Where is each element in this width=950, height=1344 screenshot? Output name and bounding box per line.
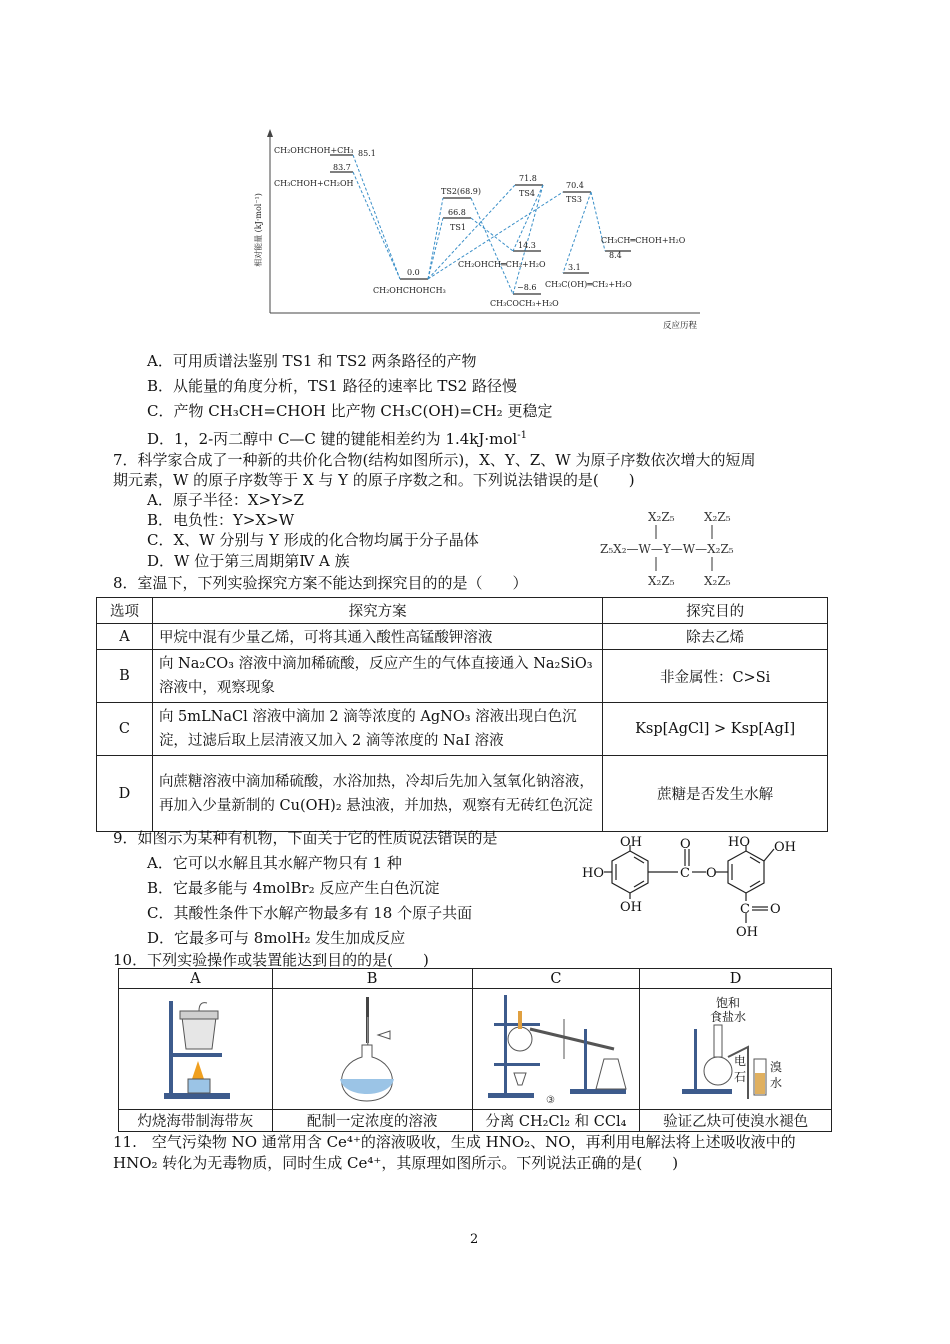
label-p1: CH₂OHCH═CH₂+H₂O xyxy=(458,260,546,269)
d-label-bromine-2: 水 xyxy=(769,1076,782,1090)
label-ts3-value: 70.4 xyxy=(566,181,584,190)
label-start-value: 0.0 xyxy=(407,268,420,277)
q8-row-option: B xyxy=(97,650,153,703)
q7-option-b: B．电负性：Y>X>W xyxy=(147,511,295,529)
q6-option-c: C．产物 CH₃CH=CHOH 比产物 CH₃C(OH)=CH₂ 更稳定 xyxy=(147,402,553,420)
label-p2: CH₃COCH₃+H₂O xyxy=(490,299,559,308)
q10-header-a: A xyxy=(119,969,273,989)
q6-option-b: B．从能量的角度分析，TS1 路径的速率比 TS2 路径慢 xyxy=(147,377,517,395)
crucible-apparatus-icon xyxy=(120,989,270,1105)
q9-option-c: C．其酸性条件下水解产物最多有 18 个原子共面 xyxy=(147,904,473,922)
q10-stem: 10．下列实验操作或装置能达到目的的是( ) xyxy=(113,951,429,969)
mol-o-ether: O xyxy=(706,866,717,881)
label-r1: CH₂OHCHOH+CH₃ xyxy=(274,146,354,155)
energy-profile-chart xyxy=(245,125,715,335)
q8-row-plan: 向 5mLNaCl 溶液中滴加 2 滴等浓度的 AgNO₃ 溶液出现白色沉淀，过滤后取上层清液又加入 2 滴等浓度的 NaI 溶液 xyxy=(152,703,602,756)
label-ts1: TS1 xyxy=(450,223,466,232)
q8-row-goal: 蔗糖是否发生水解 xyxy=(603,756,828,832)
label-p4: CH₃CH═CHOH+H₂O xyxy=(601,236,686,245)
d-label-carbide-1: 电 xyxy=(733,1054,746,1068)
q7-option-c: C．X、W 分别与 Y 形成的化合物均属于分子晶体 xyxy=(147,531,479,549)
mol-ho-top-right: HO xyxy=(728,835,750,850)
q10-caption-d: 验证乙炔可使溴水褪色 xyxy=(640,1110,832,1132)
q9-option-d: D．它最多可与 8molH₂ 发生加成反应 xyxy=(147,929,406,947)
q10-caption-a: 灼烧海带制海带灰 xyxy=(119,1110,273,1132)
d-label-brine-2: 食盐水 xyxy=(709,1010,746,1024)
label-p4-value: 8.4 xyxy=(609,251,622,260)
mol-oh-top-left: OH xyxy=(620,835,642,850)
q9-molecule-figure xyxy=(578,835,818,943)
q7-stem-line2: 期元素，W 的原子序数等于 X 与 Y 的原子序数之和。下列说法错误的是( ) xyxy=(113,471,635,489)
q11-line2: HNO₂ 转化为无毒物质，同时生成 Ce⁴⁺，其原理如图所示。下列说法正确的是( ) xyxy=(113,1154,679,1172)
q10-header-b: B xyxy=(272,969,472,989)
d-label-bromine-1: 溴 xyxy=(769,1060,782,1074)
label-p1-value: 14.3 xyxy=(518,241,536,250)
q10-image-d xyxy=(640,989,832,1110)
mol-oh-bottom-left: OH xyxy=(620,900,642,915)
q7-stem-line1: 7．科学家合成了一种新的共价化合物(结构如图所示)，X、Y、Z、W 为原子序数依次增大的短周 xyxy=(113,451,756,469)
page-number: 2 xyxy=(470,1232,479,1247)
q8-row-goal: Ksp[AgCl] > Ksp[AgI] xyxy=(603,703,828,756)
q10-table xyxy=(118,968,832,1132)
label-ts3: TS3 xyxy=(566,195,582,204)
q10-image-a xyxy=(119,989,273,1110)
label-p3: CH₃C(OH)═CH₂+H₂O xyxy=(545,280,632,289)
mol-ho-left: HO xyxy=(582,866,604,881)
q10-caption-b: 配制一定浓度的溶液 xyxy=(272,1110,472,1132)
q7-option-d: D．W 位于第三周期第Ⅳ A 族 xyxy=(147,552,350,570)
label-r2: CH₃CHOH+CH₂OH xyxy=(274,179,354,188)
q8-header-goal: 探究目的 xyxy=(603,598,828,624)
q10-header-c: C xyxy=(472,969,640,989)
struct-top-left: X₂Z₅ xyxy=(648,510,675,524)
c-circled-three: ③ xyxy=(545,1095,555,1105)
x-axis-label: 反应历程 xyxy=(663,321,698,331)
mol-c-acid: C xyxy=(740,902,750,917)
label-r1-value: 85.1 xyxy=(358,149,376,158)
q9-option-a: A．它可以水解且其水解产物只有 1 种 xyxy=(147,854,402,872)
q7-structure-figure xyxy=(598,505,773,593)
table-row xyxy=(97,756,828,832)
q8-header-option: 选项 xyxy=(97,598,153,624)
q8-row-option: A xyxy=(97,624,153,650)
q8-row-option: D xyxy=(97,756,153,832)
label-r2-value: 83.7 xyxy=(333,163,351,172)
label-ts4: TS4 xyxy=(519,189,535,198)
d-label-brine-1: 饱和 xyxy=(715,996,740,1010)
q8-row-plan: 向 Na₂CO₃ 溶液中滴加稀硫酸，反应产生的气体直接通入 Na₂SiO₃ 溶液中，观察现象 xyxy=(152,650,602,703)
q6-option-a: A．可用质谱法鉴别 TS1 和 TS2 两条路径的产物 xyxy=(147,352,477,370)
q10-image-c xyxy=(472,989,640,1110)
q8-header-plan: 探究方案 xyxy=(152,598,602,624)
q8-row-option: C xyxy=(97,703,153,756)
table-row xyxy=(97,650,828,703)
q8-stem: 8．室温下，下列实验探究方案不能达到探究目的的是（ ） xyxy=(113,574,528,592)
label-ts1-value: 66.8 xyxy=(448,208,466,217)
label-p2-value: −8.6 xyxy=(517,283,537,292)
volumetric-flask-icon xyxy=(274,989,470,1105)
q8-row-plan: 向蔗糖溶液中滴加稀硫酸，水浴加热，冷却后先加入氢氧化钠溶液，再加入少量新制的 Cu(OH)₂ 悬浊液，并加热，观察有无砖红色沉淀 xyxy=(152,756,602,832)
q9-stem: 9．如图示为某种有机物，下面关于它的性质说法错误的是 xyxy=(113,829,498,847)
mol-oh-acid: OH xyxy=(736,925,758,940)
q6-option-d xyxy=(147,426,527,449)
label-start: CH₂OHCHOHCH₃ xyxy=(373,286,446,295)
label-ts2: TS2(68.9) xyxy=(441,187,481,196)
d-label-carbide-2: 石 xyxy=(733,1070,746,1084)
q6-option-d-sup: -1 xyxy=(517,430,527,441)
struct-bottom-left: X₂Z₅ xyxy=(648,574,675,588)
q7-option-a: A．原子半径：X>Y>Z xyxy=(147,491,304,509)
y-axis-label: 相对能量 (kJ·mol⁻¹) xyxy=(254,193,263,267)
label-p3-value: 3.1 xyxy=(568,263,581,272)
q6-option-d-text: D．1，2-丙二醇中 C—C 键的键能相差约为 1.4kJ·mol xyxy=(147,430,518,448)
y-axis-arrow xyxy=(267,129,273,137)
q10-caption-c: 分离 CH₂Cl₂ 和 CCl₄ xyxy=(472,1110,640,1132)
struct-bottom-right: X₂Z₅ xyxy=(704,574,731,588)
distillation-apparatus-icon xyxy=(474,989,638,1105)
q9-option-b: B．它最多能与 4molBr₂ 反应产生白色沉淀 xyxy=(147,879,440,897)
mol-c-ester: C xyxy=(680,866,690,881)
q11-line1: 11. 空气污染物 NO 通常用含 Ce⁴⁺的溶液吸收，生成 HNO₂、NO，再利用电解法将上述吸收液中的 xyxy=(113,1133,796,1151)
acetylene-test-apparatus-icon xyxy=(642,989,830,1105)
mol-oh-top-far-right: OH xyxy=(774,840,796,855)
struct-center: Z₅X₂—W—Y—W—X₂Z₅ xyxy=(600,542,734,556)
mol-o-carbonyl: O xyxy=(680,837,691,852)
q8-table xyxy=(96,597,828,832)
struct-top-right: X₂Z₅ xyxy=(704,510,731,524)
mol-o-acid: O xyxy=(770,902,781,917)
table-row xyxy=(97,624,828,650)
label-ts4-value: 71.8 xyxy=(519,174,537,183)
q10-header-d: D xyxy=(640,969,832,989)
q8-row-goal: 除去乙烯 xyxy=(603,624,828,650)
q8-row-goal: 非金属性：C>Si xyxy=(603,650,828,703)
q8-row-plan: 甲烷中混有少量乙烯，可将其通入酸性高锰酸钾溶液 xyxy=(152,624,602,650)
table-row xyxy=(97,703,828,756)
q10-image-b xyxy=(272,989,472,1110)
